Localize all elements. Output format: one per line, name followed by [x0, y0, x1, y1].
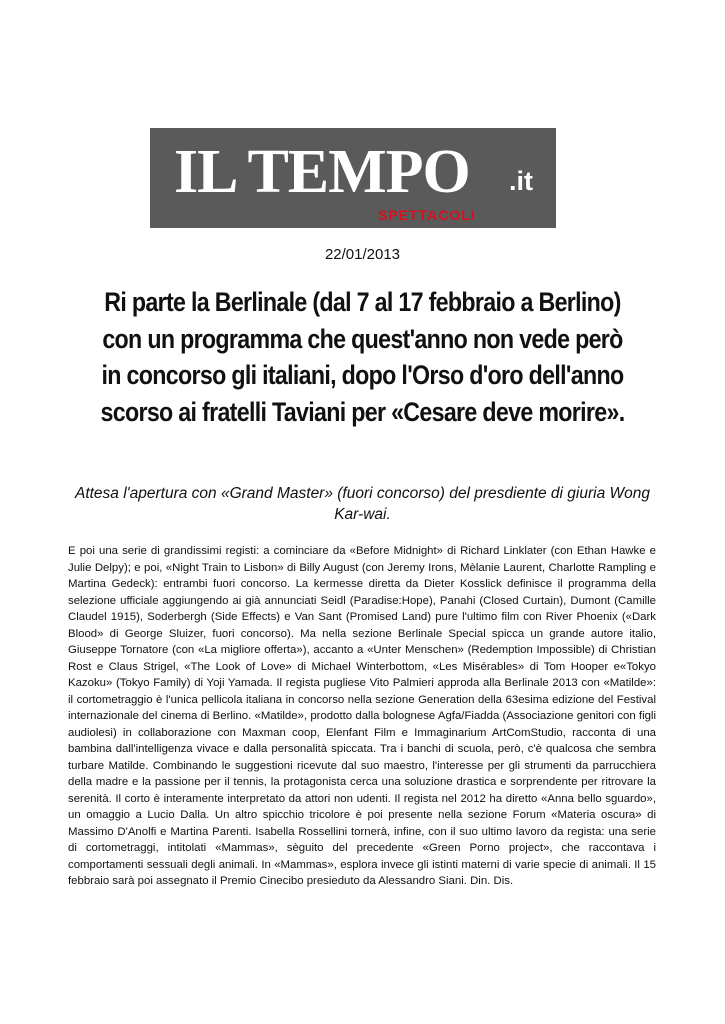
logo-section-label: SPETTACOLI [378, 207, 476, 223]
article-date: 22/01/2013 [324, 246, 401, 263]
logo-domain-suffix: .it [509, 166, 533, 196]
masthead-logo [150, 128, 556, 228]
logo-brand: IL TEMPO [174, 138, 470, 206]
article-body: E poi una serie di grandissimi registi: a cominciare da «Before Midnight» di Richard Linklater (con Ethan Hawke e Julie Delpy); e poi, «Night Train to Lisbon» di Billy August (con Jeremy Irons, Mèlanie Laurent, Charlotte Rampling e Martina Gedeck): entrambi fuori concorso. La kermesse diretta da Dieter Kosslick definisce il programma della selezione ufficiale aggiungendo ai già annunciati Seidl (Paradise:Hope), Panahi (Closed Curtain), Dumont (Camille Claudel 1915), Soderbergh (Side Effects) e Van Sant (Promised Land) pure l'ultimo film con River Phoenix («Dark Blood» di George Sluizer, fuori concorso). Ma nella sezione Berlinale Special spicca un grande autore italio, Giuseppe Tornatore (con «La migliore offerta»), accanto a «Unter Menschen» (Redemption Impossible) di Christian Rost e Claus Strigel, «The Look of Love» di Michael Winterbottom, «Les Misérables» di Tom Hooper e«Tokyo Kazoku» (Tokyo Family) di Yoji Yamada. Il regista pugliese Vito Palmieri approda alla Berlinale 2013 con «Matilde»: il cortometraggio è l'unica pellicola italiana in concorso nella sezione Generation della 63esima edizione del Festival internazionale del cinema di Berlino. «Matilde», prodotto dalla bolognese Agfa/Fiadda (Associazione genitori con figli audiolesi) in collaborazione con Maxman coop, Elenfant Film e Immaginarium ArtComStudio, racconta di una bambina dall'intelligenza vivace e dalla personalità spiccata. Tra i banchi di scuola, però, c'è qualcosa che sembra turbare Matilde. Combinando le suggestioni ricevute dal suo maestro, l'interesse per gli strumenti da parrucchiera della madre e la passione per il tennis, la protagonista cerca una soluzione drastica e sorprendente per ritrovare la serenità. Il corto è interamente interpretato da attori non udenti. Il regista nel 2012 ha diretto «Anna bello sguardo», un omaggio a Lucio Dalla. Un altro spicchio tricolore è poi presente nella sezione Forum «Materia oscura» di Massimo D'Anolfi e Martina Parenti. Isabella Rossellini tornerà, infine, con il suo ultimo lavoro da regista: una serie di cortometraggi, intitolati «Mammas», sèguito del precedente «Green Porno project», che raccontava i comportamenti sessuali degli animali. In «Mammas», esplora invece gli istinti materni di varie specie di animali. Il 15 febbraio sarà poi assegnato il Premio Cinecibo presieduto da Alessandro Siani. Din. Dis. [68, 545, 656, 887]
article-headline: Ri parte la Berlinale (dal 7 al 17 febbraio a Berlino) con un programma che quest'anno non vede però in concorso gli italiani, dopo l'Orso d'oro dell'anno scorso ai fratelli Taviani per «Cesare deve morire». [100, 287, 625, 427]
article-subtitle: Attesa l'apertura con «Grand Master» (fuori concorso) del presdiente di giuria Wong Kar-wai. [74, 485, 651, 523]
